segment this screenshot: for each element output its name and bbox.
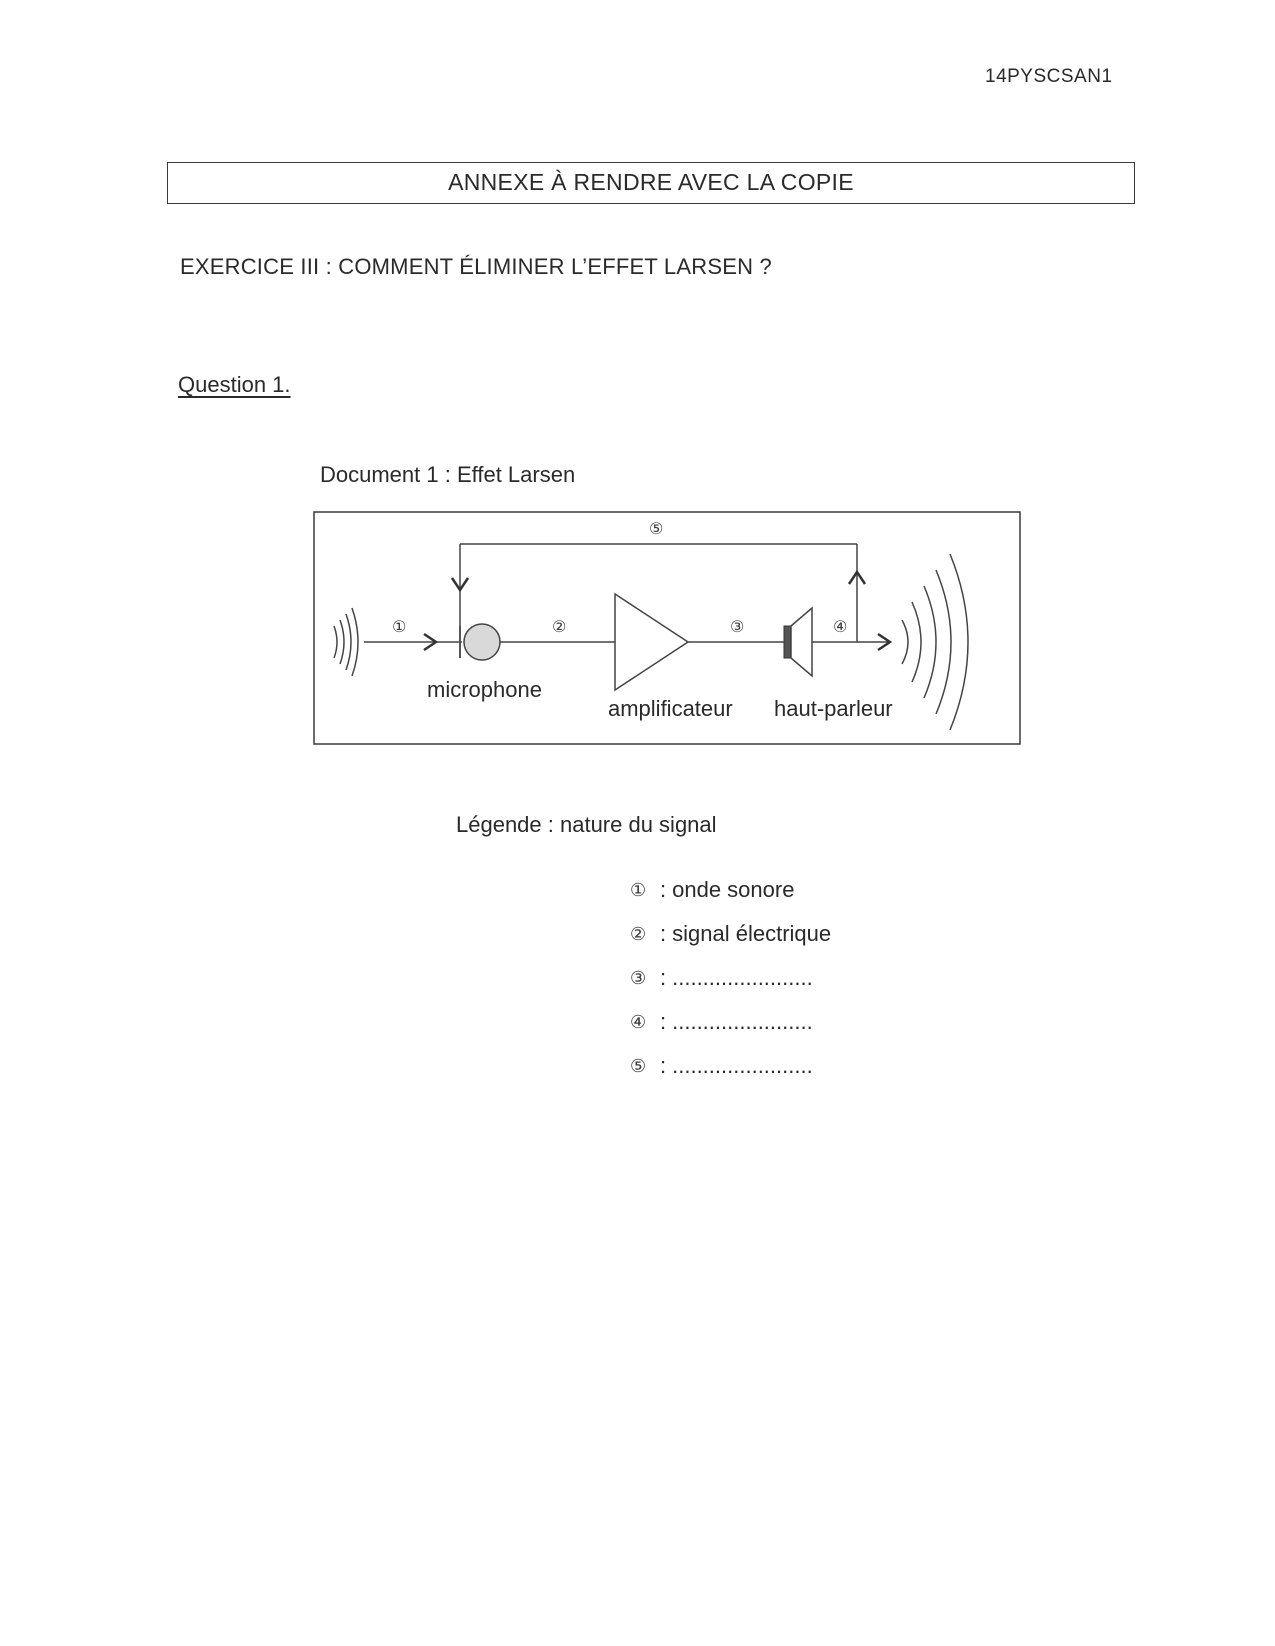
microphone-label: microphone	[427, 677, 542, 702]
larsen-diagram	[312, 510, 1024, 750]
marker-3: ③	[730, 617, 745, 636]
legend-number: ④	[630, 1011, 647, 1033]
microphone-icon	[460, 624, 500, 660]
legend-separator: :	[660, 877, 667, 902]
marker-4: ④	[833, 617, 848, 636]
legend-separator: :	[660, 1009, 667, 1034]
legend-blank: .......................	[672, 965, 813, 990]
legend-blank: .......................	[672, 1053, 813, 1078]
outgoing-sound-wave-icon	[902, 554, 968, 730]
legend-separator: :	[660, 965, 667, 990]
legend-separator: :	[660, 921, 667, 946]
legend-number: ③	[630, 967, 647, 989]
legend-separator: :	[660, 1053, 667, 1078]
marker-2: ②	[552, 617, 567, 636]
annex-banner: ANNEXE À RENDRE AVEC LA COPIE	[167, 162, 1135, 204]
speaker-icon	[784, 608, 812, 676]
legend-blank: .......................	[672, 1009, 813, 1034]
legend-item-1	[630, 868, 831, 912]
legend-text: onde sonore	[672, 877, 795, 902]
legend-item-5	[630, 1044, 831, 1088]
legend-number: ②	[630, 923, 647, 945]
amplifier-label: amplificateur	[608, 696, 733, 721]
legend-item-2	[630, 912, 831, 956]
marker-5: ⑤	[649, 519, 664, 538]
legend-number: ①	[630, 879, 647, 901]
page-code: 14PYSCSAN1	[985, 66, 1113, 87]
legend-title: Légende : nature du signal	[456, 812, 717, 837]
amplifier-icon	[615, 594, 688, 690]
question-label: Question 1.	[178, 372, 291, 397]
legend-number: ⑤	[630, 1055, 647, 1077]
document-title: Document 1 : Effet Larsen	[320, 462, 576, 487]
legend-item-4	[630, 1000, 831, 1044]
exercise-title: EXERCICE III : COMMENT ÉLIMINER L’EFFET LARSEN ?	[180, 254, 772, 279]
incoming-sound-wave-icon	[334, 608, 358, 676]
marker-1: ①	[392, 617, 407, 636]
speaker-label: haut-parleur	[774, 696, 893, 721]
legend-text: signal électrique	[672, 921, 832, 946]
legend-item-3	[630, 956, 831, 1000]
legend-list	[630, 868, 831, 1088]
